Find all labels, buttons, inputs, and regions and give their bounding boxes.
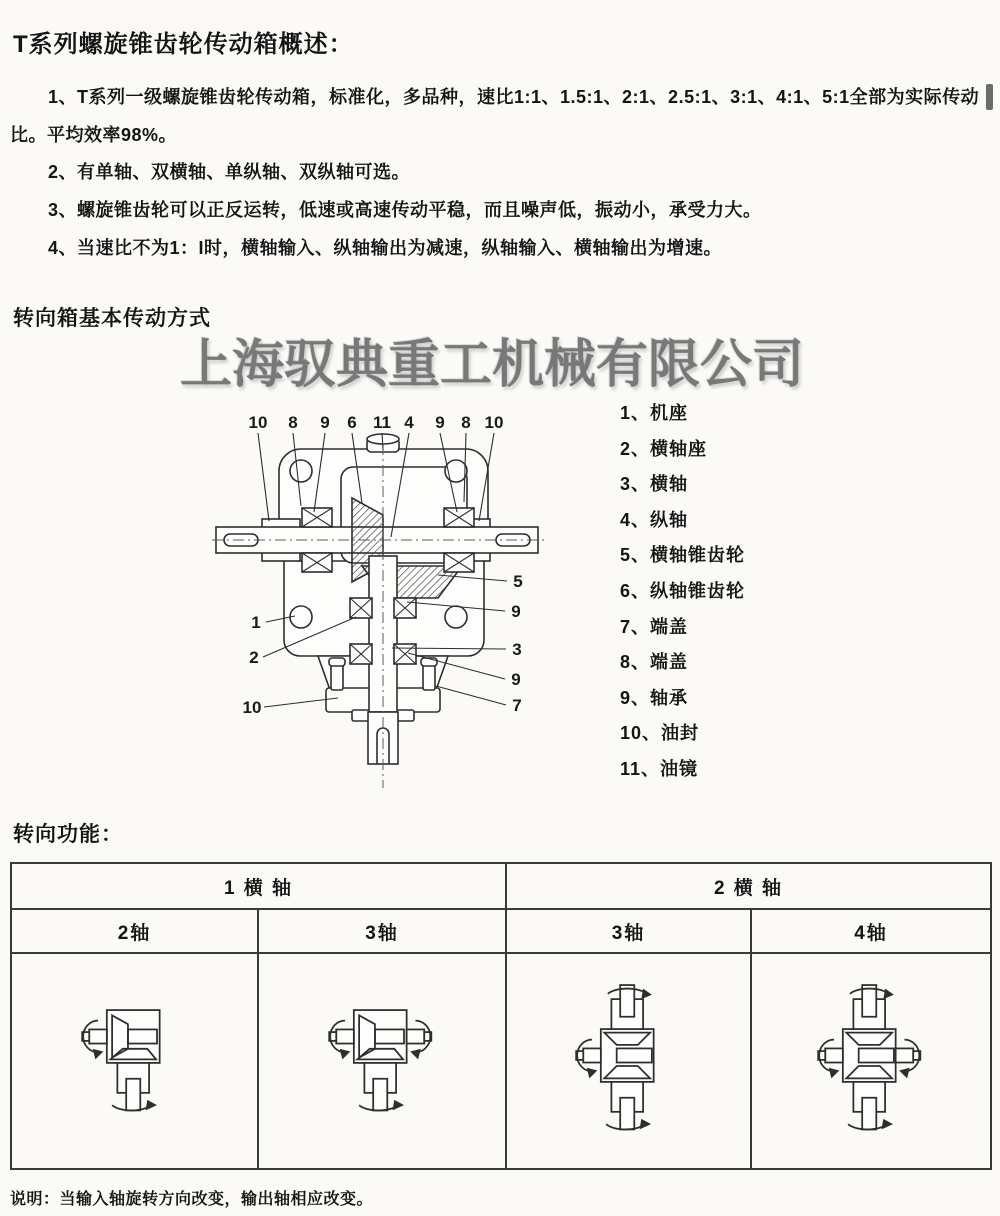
gearbox-icon-left-right-bottom [322, 996, 442, 1121]
note: 说明：当输入轴旋转方向改变，输出轴相应改变。 [10, 1191, 374, 1208]
transmission-section-title: 转向箱基本传动方式 [13, 307, 211, 330]
parts-list-item: 10、油封 [620, 723, 700, 744]
diagram-label: 3 [512, 640, 522, 659]
overview-title: T系列螺旋锥齿轮传动箱概述： [13, 31, 354, 58]
parts-list-item: 7、端盖 [620, 616, 689, 637]
overview-item-2: 2、有单轴、双横轴、单纵轴、双纵轴可选。 [48, 162, 411, 182]
scan-artifact [986, 84, 993, 110]
table-cell-3-shaft-vertical [506, 953, 751, 1169]
diagram-label: 9 [320, 413, 330, 432]
gearbox-cross-section-diagram [205, 400, 610, 800]
table-sub-header-4: 4轴 [751, 909, 991, 953]
parts-list-item: 3、横轴 [620, 474, 689, 495]
parts-list [620, 396, 745, 788]
parts-list-item: 2、横轴座 [620, 438, 708, 459]
diagram-label: 4 [404, 413, 414, 432]
table-cell-4-shaft [751, 953, 991, 1169]
gearbox-icon-left-right-top-bottom [811, 978, 931, 1140]
diagram-label: 1 [251, 613, 261, 632]
table-sub-header-2: 3轴 [258, 909, 506, 953]
table-sub-header-1: 2轴 [11, 909, 258, 953]
table-group-header-1: 1 横 轴 [11, 863, 506, 909]
diagram-label: 10 [484, 413, 504, 432]
overview-item-1: 1、T系列一级螺旋锥齿轮传动箱，标准化，多品种，速比1:1、1.5:1、2:1、2.5:1、3:1、4:1、5:1全部为实际传动比。平均效率98%。 [10, 87, 980, 145]
parts-list-item: 9、轴承 [620, 687, 689, 708]
diagram-label: 9 [511, 602, 521, 621]
table-sub-header-3: 3轴 [506, 909, 751, 953]
diagram-label: 11 [373, 413, 391, 432]
diagram-label: 7 [512, 696, 522, 715]
overview-item-3: 3、螺旋锥齿轮可以正反运转，低速或高速传动平稳，而且噪声低，振动小，承受力大。 [48, 200, 762, 220]
diagram-label: 10 [242, 698, 262, 717]
table-group-header-2: 2 横 轴 [506, 863, 991, 909]
diagram-label: 9 [511, 670, 521, 689]
parts-list-item: 8、端盖 [620, 652, 689, 673]
diagram-label: 8 [461, 413, 471, 432]
overview-item-4: 4、当速比不为1：I时，横轴输入、纵轴输出为减速，纵轴输入、横轴输出为增速。 [48, 238, 723, 258]
parts-list-item: 1、机座 [620, 403, 689, 423]
diagram-label: 9 [435, 413, 445, 432]
steering-table [10, 862, 992, 1170]
diagram-label: 2 [249, 648, 259, 667]
diagram-label: 6 [347, 413, 357, 432]
parts-list-item: 11、油镜 [620, 758, 699, 779]
gearbox-icon-left-top-bottom [569, 978, 689, 1140]
gearbox-icon-left-bottom [75, 996, 195, 1121]
parts-list-item: 6、纵轴锥齿轮 [620, 580, 746, 601]
parts-list-item: 4、纵轴 [620, 509, 689, 530]
parts-list-item: 5、横轴锥齿轮 [620, 545, 746, 566]
diagram-label: 5 [513, 572, 523, 591]
table-cell-3-shaft-horizontal [258, 953, 506, 1169]
steering-section-title: 转向功能： [13, 823, 123, 846]
diagram-label: 8 [288, 413, 298, 432]
diagram-label: 10 [248, 413, 268, 432]
table-cell-2-shaft [11, 953, 258, 1169]
company-watermark: 上海驭典重工机械有限公司 [180, 336, 805, 394]
